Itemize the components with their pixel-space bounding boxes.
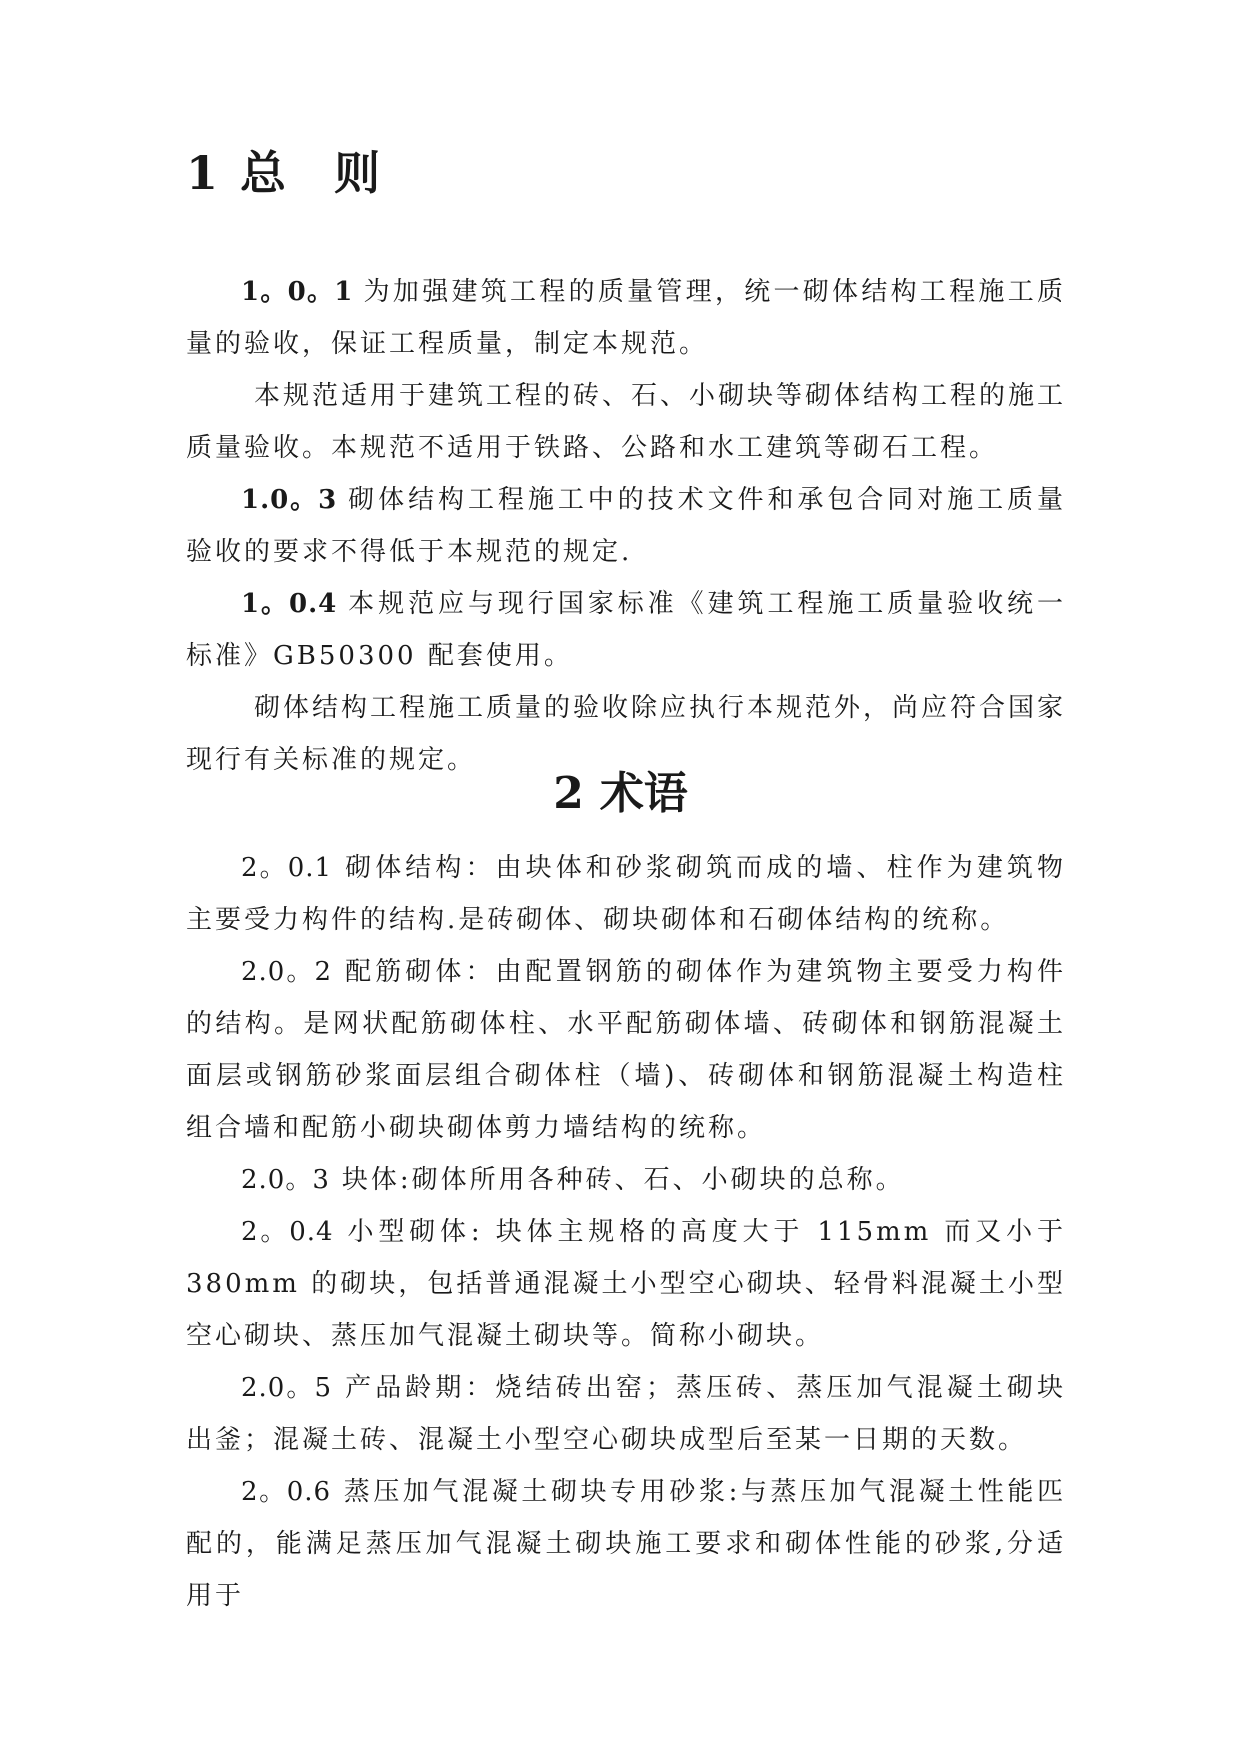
clause-1-0-1 <box>186 266 1066 370</box>
clause-number: 1。0。1 <box>241 277 354 307</box>
clause-text: 为加强建筑工程的质量管理，统一砌体结构工程施工质量的验收，保证工程质量，制定本规范。 <box>186 277 1066 359</box>
clause-2-0-4 <box>186 1206 1066 1362</box>
clause-number: 2.0。2 <box>241 957 333 987</box>
chapter-1-number: 1 <box>186 146 219 200</box>
chapter-1-title-part1: 总 <box>240 146 287 200</box>
clause-text: 块体:砌体所用各种砖、石、小砌块的总称。 <box>341 1165 905 1195</box>
clause-2-0-3 <box>186 1154 1066 1206</box>
clause-text: 砌体结构：由块体和砂浆砌筑而成的墙、柱作为建筑物主要受力构件的结构.是砖砌体、砌块砌体和石砌体结构的统称。 <box>186 853 1066 935</box>
clause-number: 2。0.6 <box>241 1477 332 1507</box>
clause-number: 1.0。3 <box>241 485 338 515</box>
clause-number: 2.0。5 <box>241 1373 333 1403</box>
clause-text: 本规范应与现行国家标准《建筑工程施工质量验收统一标准》GB50300 配套使用。 <box>186 589 1066 671</box>
clause-2-0-5 <box>186 1362 1066 1466</box>
clause-number: 2。0.1 <box>241 853 333 883</box>
clause-text: 产品龄期：烧结砖出窑；蒸压砖、蒸压加气混凝土砌块出釜；混凝土砖、混凝土小型空心砌块成型后至某一日期的天数。 <box>186 1373 1066 1455</box>
clause-text: 本规范适用于建筑工程的砖、石、小砌块等砌体结构工程的施工质量验收。本规范不适用于铁路、公路和水工建筑等砌石工程。 <box>186 381 1067 463</box>
clause-text: 砌体结构工程施工质量的验收除应执行本规范外，尚应符合国家现行有关标准的规定。 <box>186 693 1067 775</box>
clause-1-0-2-paragraph <box>186 370 1066 474</box>
chapter-2-heading <box>0 768 1241 819</box>
clause-2-0-2 <box>186 946 1066 1154</box>
clause-2-0-6 <box>186 1466 1066 1622</box>
clause-number: 2。0.4 <box>241 1217 334 1247</box>
clause-text: 砌体结构工程施工中的技术文件和承包合同对施工质量验收的要求不得低于本规范的规定. <box>186 485 1066 567</box>
chapter-1-title-part2: 则 <box>334 146 381 200</box>
clause-text: 蒸压加气混凝土砌块专用砂浆:与蒸压加气混凝土性能匹配的，能满足蒸压加气混凝土砌块施工要求和砌体性能的砂浆,分适用于 <box>186 1477 1066 1611</box>
clause-1-0-4 <box>186 578 1066 682</box>
clause-text: 配筋砌体：由配置钢筋的砌体作为建筑物主要受力构件的结构。是网状配筋砌体柱、水平配筋砌体墙、砖砌体和钢筋混凝土面层或钢筋砂浆面层组合砌体柱（墙)、砖砌体和钢筋混凝土构造柱组合墙和配筋小砌块砌体剪力墙结构的统称。 <box>186 957 1066 1143</box>
chapter-2-title: 术语 <box>599 768 688 819</box>
clause-1-0-3 <box>186 474 1066 578</box>
clause-2-0-1 <box>186 842 1066 946</box>
clause-number: 2.0。3 <box>241 1165 330 1195</box>
clause-text: 小型砌体: 块体主规格的高度大于 115mm 而又小于 380mm 的砌块，包括普通混凝土小型空心砌块、轻骨料混凝土小型空心砌块、蒸压加气混凝土砌块等。简称小砌块。 <box>186 1217 1066 1351</box>
clause-number: 1。0.4 <box>241 589 338 619</box>
chapter-2-number: 2 <box>553 768 584 819</box>
chapter-1-heading <box>186 146 381 200</box>
